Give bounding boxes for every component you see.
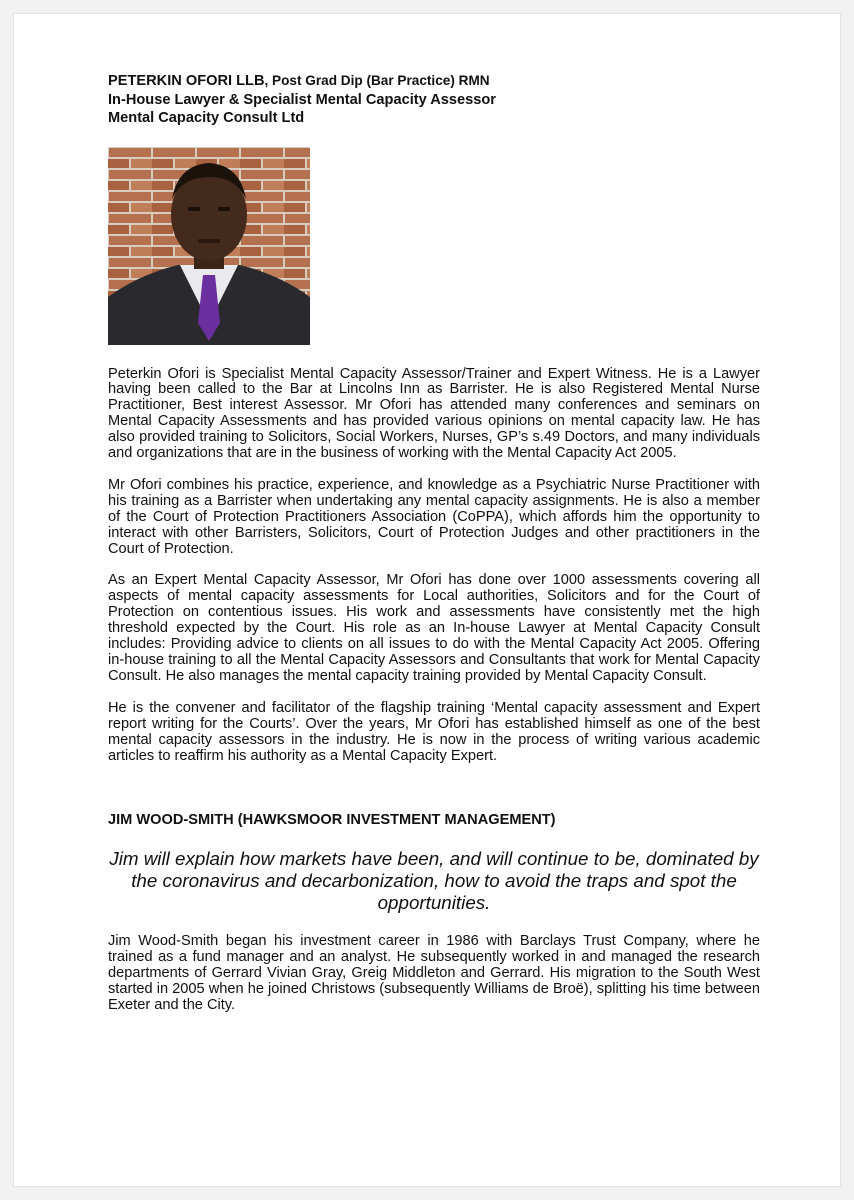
page-content (108, 72, 760, 1014)
bio-paragraph: Jim Wood-Smith began his investment career in 1986 with Barclays Trust Company, where he trained as a fund manager and an analyst. He subsequently worked in and managed the research departments of Gerrard Vivian Gray, Greig Middleton and Gerrard. His migration to the South West started in 2005 when he joined Christows (subsequently Williams de Broë), splitting his time between Exeter and the City. (108, 933, 760, 1013)
profile-qualifications: , Post Grad Dip (Bar Practice) RMN (264, 73, 490, 88)
profile-paragraph-1: Peterkin Ofori is Specialist Mental Capacity Assessor/Trainer and Expert Witness. He is a Lawyer having been called to the Bar at Lincolns Inn as Barrister. He is also Registered Mental Nurse Practitioner, Best interest Assessor. Mr Ofori has attended many conferences and seminars on Mental Capacity Assessments and has provided various opinions on mental capacity law. He has also provided training to Solicitors, Social Workers, Nurses, GP’s s.49 Doctors, and many individuals and organizations that are in the business of working with the Mental Capacity Act 2005. (108, 365, 760, 462)
section-heading: JIM WOOD-SMITH (HAWKSMOOR INVESTMENT MANAGEMENT) (108, 812, 556, 829)
profile-name: PETERKIN OFORI LLB (108, 73, 265, 89)
profile-paragraph-2: Mr Ofori combines his practice, experience, and knowledge as a Psychiatric Nurse Practitioner with his training as a Barrister when undertaking any mental capacity assignments. He is also a member of the Court of Protection Practitioners Association (CoPPA), which affords him the opportunity to interact with other Barristers, Solicitors, Court of Protection Judges and other practitioners in the Court of Protection. (108, 476, 760, 557)
profile-company: Mental Capacity Consult Ltd (108, 110, 305, 126)
profile-name-line (108, 72, 760, 91)
profile-paragraph-4: He is the convener and facilitator of the flagship training ‘Mental capacity assessment and Expert report writing for the Courts’. Over the years, Mr Ofori has established himself as one of the best mental capacity assessors in the industry. He is now in the process of writing various academic articles to reaffirm his authority as a Mental Capacity Expert. (108, 699, 760, 764)
profile-photo (108, 147, 310, 345)
profile-role: In-House Lawyer & Specialist Mental Capacity Assessor (108, 91, 496, 108)
document-page (14, 14, 840, 1186)
pull-quote: Jim will explain how markets have been, and will continue to be, dominated by the coronavirus and decarbonization, how to avoid the traps and spot the opportunities. (109, 848, 759, 913)
profile-paragraph-3: As an Expert Mental Capacity Assessor, Mr Ofori has done over 1000 assessments covering all aspects of mental capacity assessments for Local authorities, Solicitors and for the Court of Protection on contentious issues. His work and assessments have consistently met the high threshold expected by the Court. His role as an In-house Lawyer at Mental Capacity Consult includes: Providing advice to clients on all issues to do with the Mental Capacity Act 2005. Offering in-house training to all the Mental Capacity Assessors and Consultants that work for Mental Capacity Consult. He also manages the mental capacity training provided by Mental Capacity Consult. (108, 572, 760, 684)
